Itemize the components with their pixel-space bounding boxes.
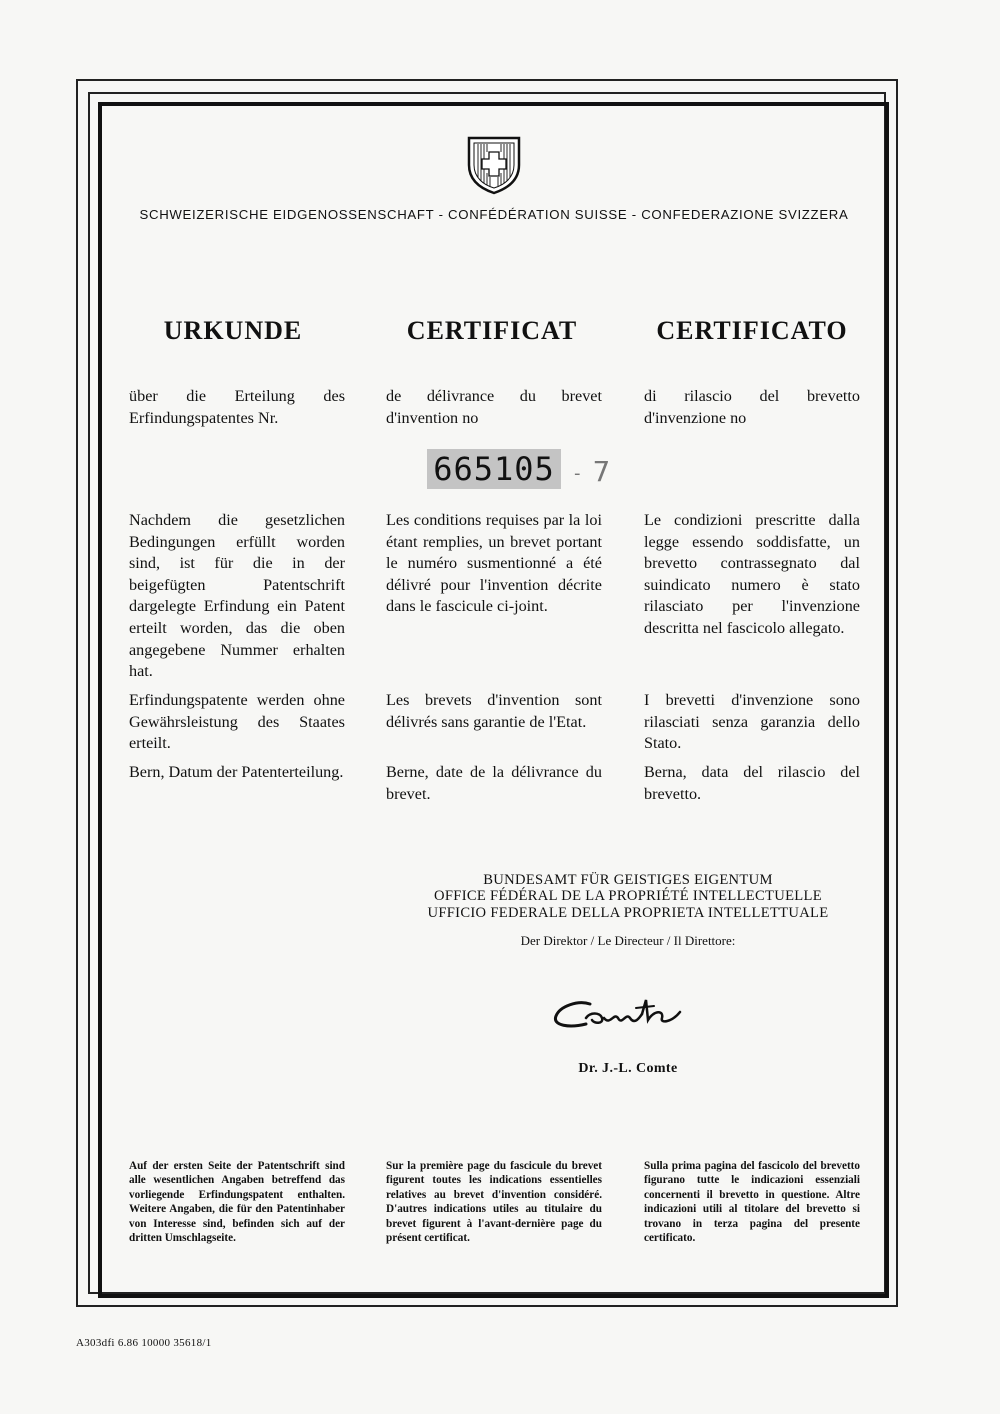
suffix-digit: 7 — [592, 455, 611, 488]
body-german-date: Bern, Datum der Patenterteilung. — [129, 763, 344, 781]
director-title: Der Direktor / Le Directeur / Il Direttore: — [520, 933, 736, 948]
patent-number-suffix — [574, 455, 610, 488]
heading-french: CERTIFICAT — [406, 316, 578, 345]
body-french-date: Berne, date de la délivrance du brevet. — [386, 763, 602, 803]
signer-name: Dr. J.-L. Comte — [578, 1061, 678, 1076]
body-german-conditions: Nachdem die gesetzlichen Bedingungen erfüllt worden sind, ist für die in der beigefügten Patentschrift dargelegte Erfindung ein Patent erteilt worden, das die oben angegebene Nummer erhalten hat. — [129, 511, 345, 681]
director-signature — [550, 990, 710, 1040]
intro-french: de délivrance du brevet d'invention no — [386, 387, 602, 427]
suffix-dash: - — [574, 462, 581, 484]
intro-german: über die Erteilung des Erfindungspatentes Nr. — [129, 387, 345, 427]
heading-italian: CERTIFICATO — [656, 316, 848, 345]
intro-italian: di rilascio del brevetto d'invenzione no — [644, 387, 860, 427]
body-italian-guarantee: I brevetti d'invenzione sono rilasciati senza garanzia dello Stato. — [644, 691, 860, 753]
body-italian-conditions: Le condizioni prescritte dalla legge essendo soddisfatte, un brevetto contrassegnato dal suindicato numero è stato rilasciato per l'invenzione descritta nel fascicolo allegato. — [644, 511, 860, 637]
note-italian: Sulla prima pagina del fascicolo del brevetto figurano tutte le indicazioni essenziali concernenti il brevetto in questione. Altre indicazioni utili al titolare del brevetto si trovano in terza pagina del presente certificato. — [644, 1160, 860, 1245]
patent-number: 665105 — [427, 449, 561, 489]
office-name — [378, 872, 878, 921]
body-italian-date: Berna, data del rilascio del brevetto. — [644, 763, 860, 803]
office-name-french: OFFICE FÉDÉRAL DE LA PROPRIÉTÉ INTELLECTUELLE — [434, 888, 822, 905]
federation-title: SCHWEIZERISCHE EIDGENOSSENSCHAFT - CONFÉDÉRATION SUISSE - CONFEDERAZIONE SVIZZERA — [139, 207, 849, 222]
body-french-guarantee: Les brevets d'invention sont délivrés sans garantie de l'Etat. — [386, 691, 602, 731]
note-french: Sur la première page du fascicule du brevet figurent toutes les indications essentielles relatives au brevet d'invention considéré. D'autres indications utiles au titulaire du brevet figurent à l'avant-dernière page du présent certificat. — [386, 1160, 602, 1245]
note-german: Auf der ersten Seite der Patentschrift sind alle wesentlichen Angaben betreffend das vorliegende Erfindungspatent enthalten. Weitere Angaben, die für den Patentinhaber von Interesse sind, befinden sich auf der dritten Umschlagseite. — [129, 1160, 345, 1245]
office-name-german: BUNDESAMT FÜR GEISTIGES EIGENTUM — [483, 872, 773, 888]
office-name-italian: UFFICIO FEDERALE DELLA PROPRIETA INTELLETTUALE — [427, 904, 829, 921]
heading-german: URKUNDE — [163, 316, 303, 345]
form-code: A303dfi 6.86 10000 35618/1 — [76, 1337, 212, 1349]
body-french-conditions: Les conditions requises par la loi étant remplies, un brevet portant le numéro susmentionné a été délivré pour l'invention décrite dans le fascicule ci-joint. — [386, 511, 602, 616]
swiss-coat-of-arms-icon — [466, 135, 522, 195]
body-german-guarantee: Erfindungspatente werden ohne Gewährsleistung des Staates erteilt. — [129, 691, 345, 753]
